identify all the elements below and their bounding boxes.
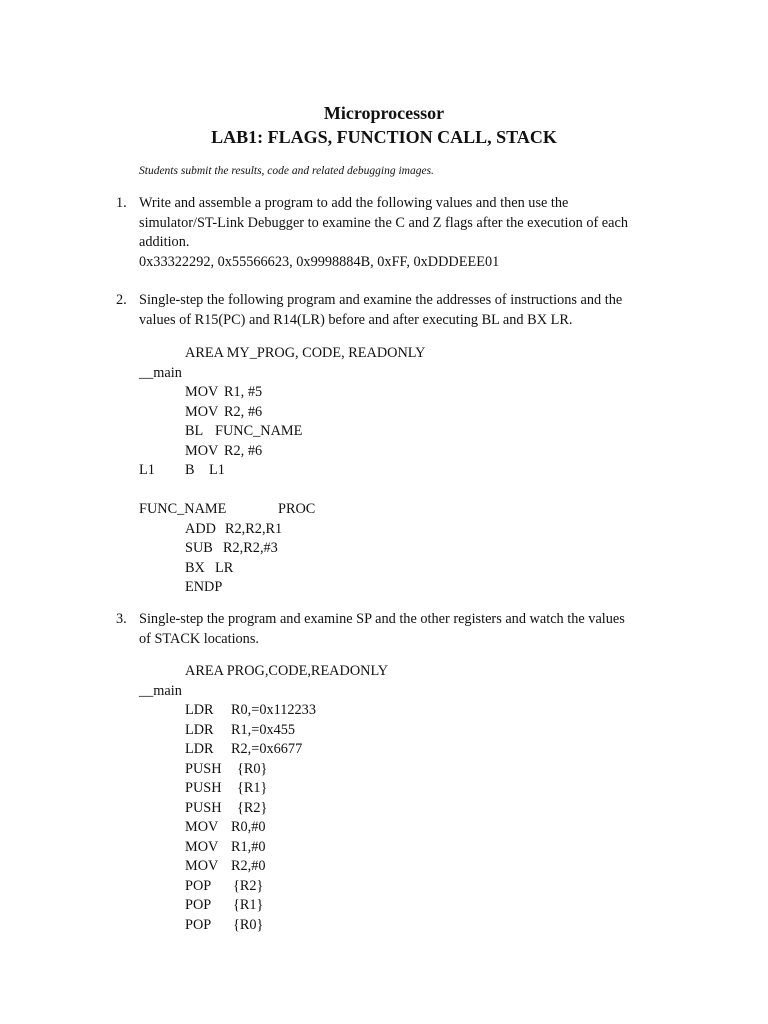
code-instruction: ADD [185, 520, 216, 537]
code-instruction: BX [185, 559, 205, 576]
question-3-text [139, 610, 679, 649]
code-operand: R0,#0 [231, 819, 266, 835]
code-line [139, 383, 559, 403]
code-line [139, 500, 559, 520]
code-instruction: MOV [185, 403, 219, 420]
question-line: of STACK locations. [139, 630, 259, 647]
code-operand: {R0} [233, 916, 264, 933]
code-line [139, 662, 559, 682]
code-label: FUNC_NAME [139, 501, 227, 517]
code-instruction: B [185, 462, 195, 478]
code-operand: FUNC_NAME [215, 423, 303, 439]
code-label: __main [139, 682, 182, 699]
code-operand: R0,=0x112233 [231, 702, 316, 718]
code-line [139, 799, 559, 819]
code-instruction: POP [185, 916, 212, 933]
question-values: 0x33322292, 0x55566623, 0x9998884B, 0xFF, 0xDDDEEE01 [139, 253, 500, 270]
code-instruction: POP [185, 877, 212, 894]
code-operand: R2,=0x6677 [231, 741, 303, 757]
code-operand: {R2} [233, 877, 264, 894]
code-line [139, 838, 559, 858]
code-operand: {R1} [233, 897, 264, 913]
code-operand: {R0} [237, 760, 268, 777]
code-line [139, 857, 559, 877]
code-line [139, 559, 559, 579]
code-line [139, 779, 559, 799]
code-operand: R2,R2,R1 [225, 520, 283, 537]
code-instruction: ENDP [185, 579, 223, 595]
code-instruction: MOV [185, 442, 219, 459]
code-operand: L1 [209, 462, 225, 478]
code-line [139, 442, 559, 462]
code-operand: R1, #5 [224, 384, 263, 400]
code-instruction: SUB [185, 540, 213, 556]
code-instruction: POP [185, 897, 212, 913]
question-number: 1. [116, 195, 127, 211]
code-instruction: AREA PROG,CODE,READONLY [185, 663, 389, 679]
code-instruction: MOV [185, 838, 219, 855]
question-line: Single-step the program and examine SP and the other registers and watch the values [139, 611, 625, 627]
code-line [139, 760, 559, 780]
code-operand: R1,=0x455 [231, 721, 296, 738]
code-instruction: MOV [185, 819, 219, 835]
submission-note: Students submit the results, code and related debugging images. [139, 165, 434, 177]
question-line: simulator/ST-Link Debugger to examine the C and Z flags after the execution of each [139, 214, 628, 231]
question-2-text [139, 291, 679, 330]
code-line [139, 539, 559, 559]
code-operand: R2, #6 [224, 442, 263, 459]
code-instruction: PUSH [185, 780, 222, 796]
document-subtitle: LAB1: FLAGS, FUNCTION CALL, STACK [211, 127, 557, 147]
code-instruction: LDR [185, 721, 214, 738]
code-operand: R2,#0 [231, 858, 266, 874]
code-instruction: AREA MY_PROG, CODE, READONLY [185, 345, 426, 361]
code-instruction: MOV [185, 384, 219, 400]
question-line: values of R15(PC) and R14(LR) before and after executing BL and BX LR. [139, 311, 573, 328]
code-line [139, 364, 559, 384]
question-number: 2. [116, 292, 127, 308]
code-operand: R1,#0 [231, 838, 266, 855]
question-line: Single-step the following program and examine the addresses of instructions and the [139, 292, 623, 308]
code-line [139, 916, 559, 936]
code-operand: R2, #6 [224, 403, 263, 420]
code-line [139, 721, 559, 741]
code-line [139, 461, 559, 481]
code-operand: {R1} [237, 780, 268, 796]
code-listing-2 [139, 344, 559, 598]
code-instruction: BL [185, 423, 204, 439]
code-operand: {R2} [237, 799, 268, 816]
document-title: Microprocessor [323, 103, 445, 123]
question-line: addition. [139, 234, 190, 250]
code-operand: R2,R2,#3 [223, 540, 278, 556]
code-line [139, 818, 559, 838]
code-label: __main [139, 364, 182, 381]
code-instruction: LDR [185, 741, 214, 757]
code-operand: LR [215, 559, 234, 576]
code-instruction: PUSH [185, 799, 222, 816]
question-line: Write and assemble a program to add the following values and then use the [139, 195, 569, 211]
question-number: 3. [116, 611, 127, 627]
code-line [139, 520, 559, 540]
code-line [139, 740, 559, 760]
question-1-text [139, 194, 679, 272]
code-listing-3 [139, 662, 559, 935]
code-instruction: PUSH [185, 760, 222, 777]
code-line [139, 877, 559, 897]
code-operand: PROC [278, 501, 316, 517]
code-line [139, 682, 559, 702]
code-line [139, 578, 559, 598]
code-line [139, 422, 559, 442]
code-line [139, 896, 559, 916]
code-line [139, 344, 559, 364]
code-label: L1 [139, 462, 155, 478]
code-line [139, 481, 559, 501]
code-line [139, 701, 559, 721]
code-line [139, 403, 559, 423]
code-instruction: MOV [185, 858, 219, 874]
code-instruction: LDR [185, 702, 214, 718]
